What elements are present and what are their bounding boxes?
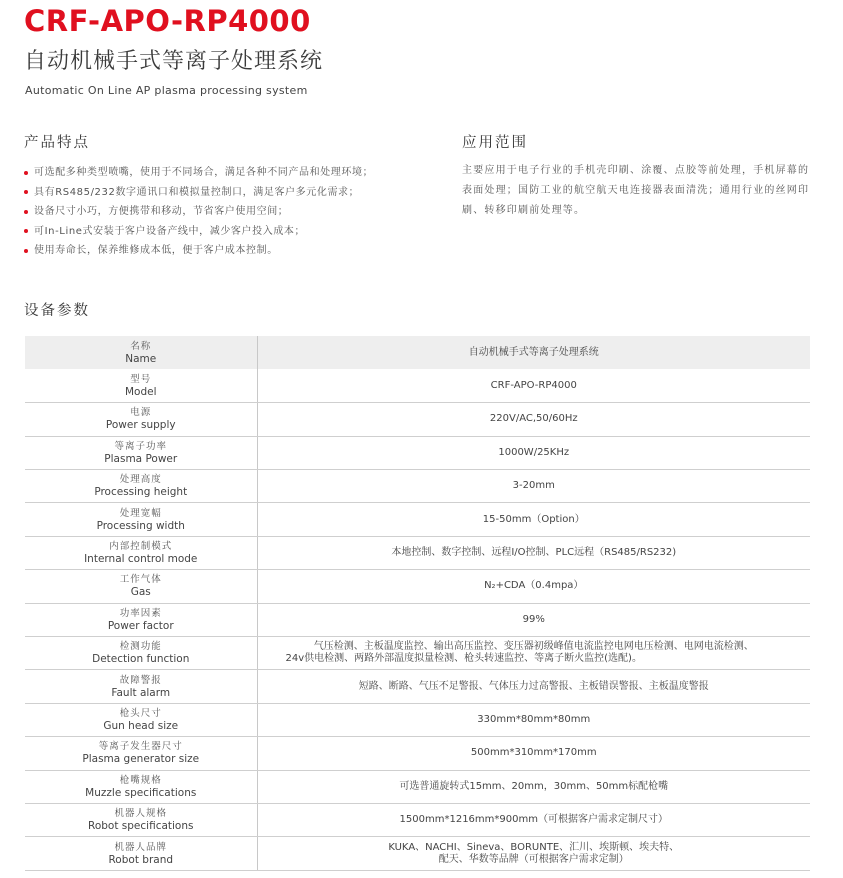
- bullet-icon: [24, 171, 28, 175]
- table-row-name: [25, 336, 810, 369]
- row-value: CRF-APO-RP4000: [257, 369, 810, 402]
- spec-table: [25, 336, 810, 871]
- applications-text: 主要应用于电子行业的手机壳印刷、涂覆、点胶等前处理，手机屏幕的表面处理；国防工业的航空航天电连接器表面清洗；通用行业的丝网印刷、转移印刷前处理等。: [462, 165, 810, 216]
- feature-item: 具有RS485/232数字通讯口和模拟量控制口，满足客户多元化需求；: [24, 183, 373, 203]
- row-label-en: Power factor: [107, 619, 174, 632]
- table-row-model: [25, 369, 810, 402]
- table-row-robot-brand: [25, 837, 810, 870]
- row-value: 220V/AC,50/60Hz: [257, 403, 810, 436]
- bullet-icon: [24, 210, 28, 214]
- row-label-cn: 等离子功率: [114, 440, 167, 452]
- row-label-cn: 型号: [130, 373, 152, 385]
- row-label-cn: 处理高度: [119, 474, 162, 486]
- row-label-cn: 机器人规格: [114, 808, 167, 820]
- row-value: 99%: [257, 603, 810, 636]
- row-value: KUKA、NACHI、Sineva、BORUNTE、汇川、埃斯顿、埃夫特、 配天、华数等品牌（可根据客户需求定制）: [257, 837, 810, 870]
- row-label-cn: 内部控制模式: [109, 541, 173, 553]
- row-label-en: Robot specifications: [88, 820, 194, 833]
- feature-item: 可选配多种类型喷嘴，使用于不同场合，满足各种不同产品和处理环境；: [24, 163, 373, 183]
- table-row-muzzle: [25, 770, 810, 803]
- feature-item: 使用寿命长，保养维修成本低，便于客户成本控制。: [24, 241, 373, 261]
- row-label-en: Fault alarm: [111, 686, 171, 699]
- table-row-processing-height: [25, 470, 810, 503]
- row-label-cn: 处理宽幅: [119, 507, 162, 519]
- row-label-cn: 功率因素: [119, 607, 162, 619]
- bullet-icon: [24, 229, 28, 233]
- product-title-en: Automatic On Line AP plasma processing system: [25, 84, 308, 97]
- row-value: 气压检测、主板温度监控、输出高压监控、变压器初级峰值电流监控电网电压检测、电网电流检测、 24v供电检测、两路外部温度拟量检测、枪头转速监控、等离子断火监控(选配)。: [257, 637, 810, 670]
- row-value: 短路、断路、气压不足警报、气体压力过高警报、主板错误警报、主板温度警报: [257, 670, 810, 703]
- row-value: 可选普通旋转式15mm、20mm，30mm、50mm标配枪嘴: [257, 770, 810, 803]
- row-value: 500mm*310mm*170mm: [257, 737, 810, 770]
- features-list: [24, 163, 373, 261]
- feature-item: 可In-Line式安装于客户设备产线中，减少客户投入成本；: [24, 222, 373, 242]
- row-label-cn: 机器人品牌: [114, 841, 167, 853]
- row-label-cn: 名称: [130, 340, 152, 352]
- model-title: CRF-APO-RP4000: [24, 4, 311, 38]
- features-heading: 产品特点: [24, 135, 90, 151]
- table-row-processing-width: [25, 503, 810, 536]
- row-value: 自动机械手式等离子处理系统: [257, 336, 810, 369]
- table-row-generator-size: [25, 737, 810, 770]
- product-title-cn: 自动机械手式等离子处理系统: [24, 49, 324, 74]
- row-value: 1500mm*1216mm*900mm（可根据客户需求定制尺寸）: [257, 803, 810, 836]
- row-value: 3-20mm: [257, 470, 810, 503]
- bullet-icon: [24, 249, 28, 253]
- row-label-en: Plasma generator size: [82, 753, 200, 766]
- table-row-gun-head-size: [25, 703, 810, 736]
- row-label-cn: 等离子发生器尺寸: [98, 741, 183, 753]
- table-row-gas: [25, 570, 810, 603]
- feature-item: 设备尺寸小巧，方便携带和移动，节省客户使用空间；: [24, 202, 373, 222]
- row-label-en: Model: [124, 385, 157, 398]
- row-label-en: Muzzle specifications: [85, 786, 197, 799]
- row-label-en: Robot brand: [108, 853, 174, 866]
- table-row-power-factor: [25, 603, 810, 636]
- row-label-en: Internal control mode: [84, 553, 198, 566]
- table-row-power-supply: [25, 403, 810, 436]
- row-value: 本地控制、数字控制、远程I/O控制、PLC远程（RS485/RS232): [257, 536, 810, 569]
- row-label-cn: 电源: [130, 407, 152, 419]
- row-label-en: Gun head size: [103, 719, 179, 732]
- table-row-fault-alarm: [25, 670, 810, 703]
- table-row-plasma-power: [25, 436, 810, 469]
- applications-heading: 应用范围: [462, 135, 528, 151]
- table-row-robot-spec: [25, 803, 810, 836]
- table-row-control-mode: [25, 536, 810, 569]
- params-heading: 设备参数: [24, 303, 90, 319]
- row-label-cn: 故障警报: [119, 674, 162, 686]
- row-label-en: Processing height: [94, 486, 188, 499]
- bullet-icon: [24, 190, 28, 194]
- row-label-en: Power supply: [105, 419, 176, 432]
- row-label-cn: 工作气体: [119, 574, 162, 586]
- row-label-cn: 枪嘴规格: [119, 774, 162, 786]
- row-label-en: Name: [125, 352, 157, 365]
- row-value: 15-50mm（Option）: [257, 503, 810, 536]
- table-row-detection: [25, 637, 810, 670]
- row-label-cn: 枪头尺寸: [119, 707, 162, 719]
- row-value: N₂+CDA（0.4mpa）: [257, 570, 810, 603]
- row-label-en: Detection function: [92, 653, 190, 666]
- row-label-cn: 检测功能: [119, 641, 162, 653]
- row-label-en: Processing width: [96, 519, 185, 532]
- row-label-en: Plasma Power: [104, 452, 178, 465]
- row-label-en: Gas: [130, 586, 151, 599]
- row-value: 330mm*80mm*80mm: [257, 703, 810, 736]
- row-value: 1000W/25KHz: [257, 436, 810, 469]
